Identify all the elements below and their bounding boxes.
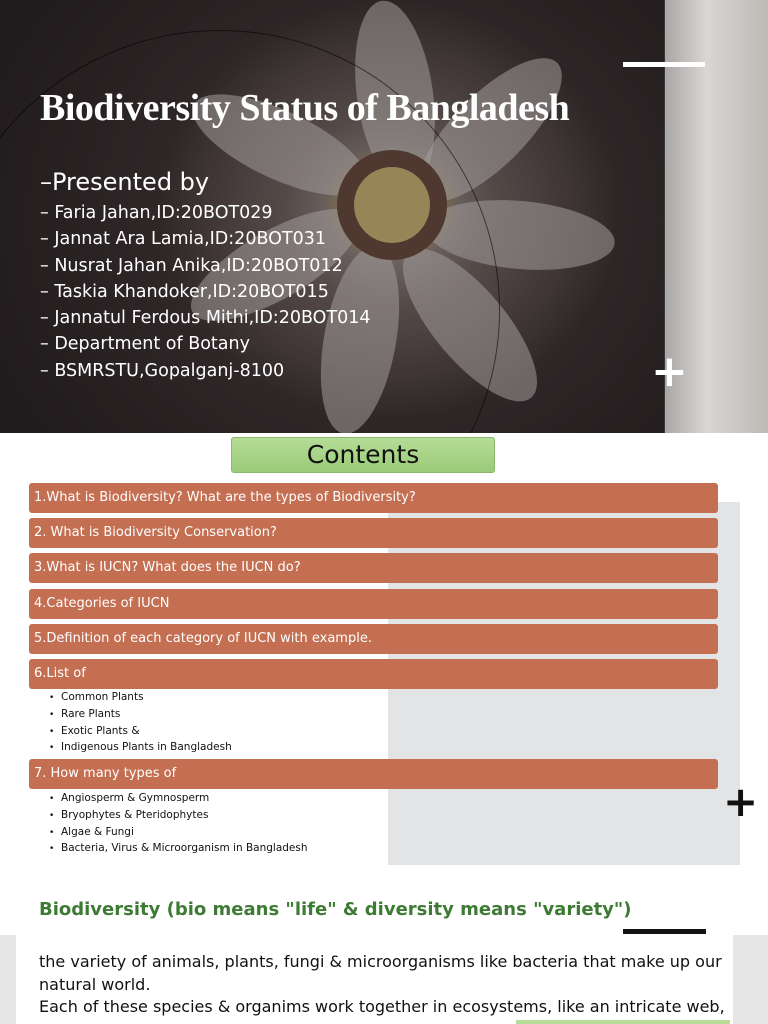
contents-item: 6.List of xyxy=(29,659,718,689)
body-paragraph: the variety of animals, plants, fungi & microorganisms like bacteria that make up our natural world. xyxy=(39,952,722,994)
types-of-sublist xyxy=(49,790,308,857)
list-item: • Indigenous Plants in Bangladesh xyxy=(49,739,232,756)
university-item: – BSMRSTU,Gopalganj-8100 xyxy=(40,360,285,381)
biodiversity-heading: Biodiversity (bio means "life" & diversity means "variety") xyxy=(39,899,632,920)
list-item: • Rare Plants xyxy=(49,706,232,723)
presenter-item: – Taskia Khandoker,ID:20BOT015 xyxy=(40,281,329,302)
list-item: • Common Plants xyxy=(49,689,232,706)
body-paragraph: Each of these species & organims work together in ecosystems, like an intricate web, xyxy=(39,997,725,1016)
plus-icon: + xyxy=(651,346,688,397)
biodiversity-slide xyxy=(0,877,768,1024)
list-item: • Bryophytes & Pteridophytes xyxy=(49,807,308,824)
contents-item: 4.Categories of IUCN xyxy=(29,589,718,619)
decorative-highlight xyxy=(516,1020,730,1024)
plus-icon: + xyxy=(723,777,759,826)
contents-item: 1.What is Biodiversity? What are the types of Biodiversity? xyxy=(29,483,718,513)
list-of-sublist xyxy=(49,689,232,756)
contents-item: 5.Definition of each category of IUCN with example. xyxy=(29,624,718,654)
decorative-strip xyxy=(0,935,16,1024)
contents-item: 7. How many types of xyxy=(29,759,718,789)
contents-item: 2. What is Biodiversity Conservation? xyxy=(29,518,718,548)
presenter-item: – Jannatul Ferdous Mithi,ID:20BOT014 xyxy=(40,308,371,329)
presenter-item: – Jannat Ara Lamia,ID:20BOT031 xyxy=(40,229,327,250)
slide-title: Biodiversity Status of Bangladesh xyxy=(40,87,570,129)
title-slide xyxy=(0,0,768,433)
list-item: • Algae & Fungi xyxy=(49,824,308,841)
list-item: • Bacteria, Virus & Microorganism in Bangladesh xyxy=(49,840,308,857)
contents-item: 3.What is IUCN? What does the IUCN do? xyxy=(29,553,718,583)
presenter-list xyxy=(40,203,371,387)
department-item: – Department of Botany xyxy=(40,334,250,355)
biodiversity-body xyxy=(39,951,749,1019)
list-item: • Angiosperm & Gymnosperm xyxy=(49,790,308,807)
contents-slide xyxy=(0,433,768,877)
list-item: • Exotic Plants & xyxy=(49,723,232,740)
presenter-item: – Faria Jahan,ID:20BOT029 xyxy=(40,203,273,223)
decorative-bar xyxy=(623,62,705,67)
presenter-item: – Nusrat Jahan Anika,ID:20BOT012 xyxy=(40,255,343,276)
presented-by-label: –Presented by xyxy=(40,168,210,196)
contents-title: Contents xyxy=(231,437,495,473)
decorative-bar xyxy=(623,929,706,934)
